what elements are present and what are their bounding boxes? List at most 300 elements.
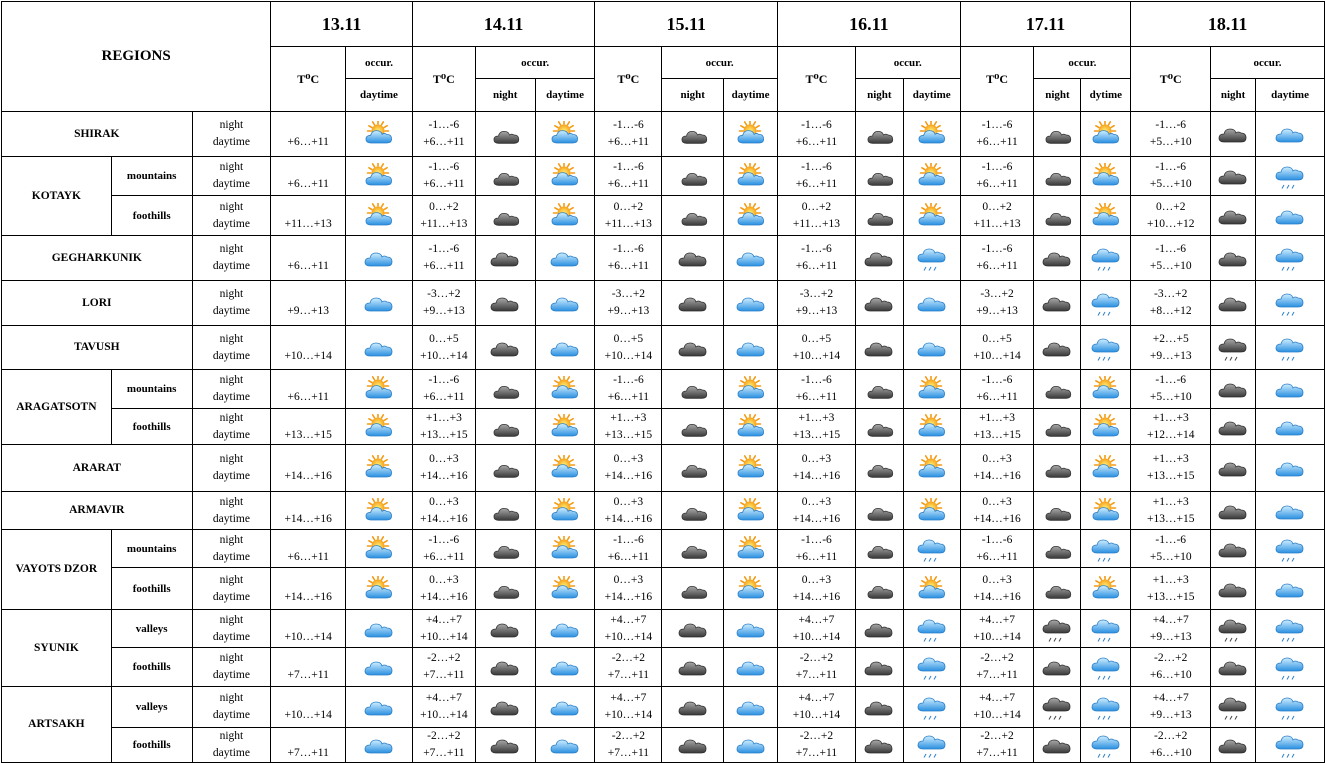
daytime-temp: +9…+13 [795, 305, 838, 317]
dark-cloud-icon [864, 694, 894, 720]
dark-rain-cloud-icon [1218, 616, 1248, 642]
daytime-temp: +6…+11 [795, 136, 838, 148]
date-header-13: 13.11 [271, 2, 413, 47]
icon-cell [662, 530, 724, 568]
subregion-name: foothills [111, 568, 192, 610]
icon-cell [724, 687, 778, 728]
daytime-header: daytime [346, 79, 413, 112]
night-label: night [219, 119, 244, 131]
temp-range [778, 445, 856, 492]
night-temp: -1…-6 [1155, 243, 1187, 255]
temp-range [778, 568, 856, 610]
subregion-name: valleys [111, 610, 192, 648]
rain-cloud-icon [917, 536, 947, 562]
moon-cloud-icon [864, 536, 894, 562]
daytime-temp: +13…+15 [1146, 590, 1195, 603]
daytime-temp: +6…+11 [607, 391, 650, 403]
rain-cloud-icon [1275, 163, 1305, 189]
icon-cell [1081, 157, 1131, 196]
cloud-icon [1275, 576, 1305, 602]
temp-range [778, 610, 856, 648]
temp-range [1131, 196, 1211, 236]
temp-range [960, 370, 1034, 409]
icon-cell [346, 610, 413, 648]
rain-cloud-icon [1275, 732, 1305, 758]
temp-range [271, 648, 346, 687]
icon-cell [1211, 492, 1256, 530]
daytime-label: daytime [212, 305, 250, 317]
moon-cloud-icon [864, 121, 894, 147]
dark-cloud-icon [678, 732, 708, 758]
daytime-temp: +6…+11 [795, 391, 838, 403]
daytime-temp: +10…+12 [1146, 217, 1195, 230]
dark-cloud-icon [490, 654, 520, 680]
icon-cell [535, 409, 595, 445]
daytime-temp: +10…+14 [604, 709, 653, 721]
icon-cell [1256, 326, 1325, 370]
dark-cloud-icon [1042, 245, 1072, 271]
daytime-temp: +11…+13 [973, 217, 1021, 230]
night-temp: -2…+2 [611, 730, 646, 742]
night-temp: 0…+5 [801, 332, 832, 345]
icon-cell [475, 196, 535, 236]
icon-cell [662, 112, 724, 157]
daytime-temp: +14…+16 [604, 512, 653, 525]
daytime-label: daytime [212, 630, 250, 643]
daytime-temp: +14…+16 [792, 590, 841, 603]
icon-cell [855, 648, 903, 687]
night-temp: -1…-6 [1155, 161, 1187, 173]
temp-range [778, 112, 856, 157]
night-temp: +1…+3 [1152, 573, 1189, 586]
daytime-label: daytime [212, 590, 250, 603]
temp-range [960, 196, 1034, 236]
daytime-temp: +12…+14 [1146, 428, 1195, 441]
partly-sunny-icon [550, 163, 580, 189]
icon-cell [1034, 281, 1081, 326]
temp-range [412, 236, 475, 281]
night-temp: -3…+2 [799, 288, 834, 300]
dark-cloud-icon [1042, 290, 1072, 316]
night-temp: -1…-6 [1155, 533, 1187, 546]
partly-sunny-icon [550, 576, 580, 602]
icon-cell [1211, 326, 1256, 370]
icon-cell [475, 492, 535, 530]
icon-cell [855, 445, 903, 492]
dark-cloud-icon [1042, 732, 1072, 758]
cloud-icon [736, 616, 766, 642]
moon-cloud-icon [490, 536, 520, 562]
daytime-temp: +13…+15 [792, 428, 841, 441]
temp-range [595, 530, 662, 568]
icon-cell [1211, 281, 1256, 326]
night-temp: -1…-6 [613, 374, 644, 386]
region-name: VAYOTS DZOR [2, 530, 112, 610]
temp-range [271, 728, 346, 763]
daytime-header: daytime [724, 79, 778, 112]
temp-range [778, 409, 856, 445]
daytime-temp: +10…+14 [420, 709, 468, 721]
dark-cloud-icon [1218, 455, 1248, 481]
moon-cloud-icon [490, 455, 520, 481]
night-temp: 0…+2 [1155, 200, 1186, 213]
temp-range [271, 196, 346, 236]
icon-cell [1034, 610, 1081, 648]
temp-range [595, 610, 662, 648]
partly-sunny-icon [1091, 498, 1121, 524]
moon-cloud-icon [490, 203, 520, 229]
partly-sunny-icon [364, 455, 394, 481]
night-temp: -1…-6 [1155, 374, 1187, 386]
icon-cell [662, 157, 724, 196]
icon-cell [903, 610, 960, 648]
occur-header: occur. [1034, 47, 1131, 79]
night-temp: +4…+7 [979, 613, 1016, 626]
icon-cell [903, 157, 960, 196]
cloud-icon [917, 335, 947, 361]
night-label: night [219, 453, 244, 465]
icon-cell [1256, 236, 1325, 281]
night-temp: -1…-6 [981, 533, 1013, 546]
temp-range [1131, 687, 1211, 728]
table-row [2, 236, 1325, 281]
dark-cloud-icon [1218, 163, 1248, 189]
icon-cell [535, 281, 595, 326]
night-label: night [219, 692, 244, 704]
icon-cell [1211, 728, 1256, 763]
partly-sunny-icon [736, 163, 766, 189]
temp-range [595, 196, 662, 236]
icon-cell [855, 610, 903, 648]
daytime-temp: +6…+11 [287, 178, 329, 190]
partly-sunny-icon [550, 376, 580, 402]
icon-cell [724, 157, 778, 196]
icon-cell [475, 370, 535, 409]
temp-range [412, 281, 475, 326]
icon-cell [346, 568, 413, 610]
icon-cell [903, 728, 960, 763]
rain-cloud-icon [1091, 536, 1121, 562]
icon-cell [1256, 728, 1325, 763]
daytime-label: daytime [212, 709, 250, 721]
night-temp: -1…-6 [613, 533, 644, 546]
temp-range [412, 112, 475, 157]
temp-range [778, 687, 856, 728]
partly-sunny-icon [550, 414, 580, 440]
temp-range [778, 728, 856, 763]
temp-range [412, 568, 475, 610]
daytime-label: daytime [212, 217, 250, 230]
cloud-icon [917, 290, 947, 316]
temp-range [595, 236, 662, 281]
icon-cell [535, 648, 595, 687]
rain-cloud-icon [1275, 536, 1305, 562]
night-temp: 0…+3 [982, 453, 1012, 465]
daytime-temp: +11…+13 [420, 217, 468, 230]
rain-cloud-icon [1275, 654, 1305, 680]
moon-cloud-icon [864, 376, 894, 402]
temp-range [271, 370, 346, 409]
period-labels [192, 409, 271, 445]
date-header-15: 15.11 [595, 2, 778, 47]
night-temp: -1…-6 [801, 161, 832, 173]
icon-cell [903, 648, 960, 687]
night-temp: -1…-6 [801, 533, 832, 546]
temp-range [412, 409, 475, 445]
date-header-18: 18.11 [1131, 2, 1325, 47]
icon-cell [662, 370, 724, 409]
temp-range [1131, 568, 1211, 610]
icon-cell [475, 648, 535, 687]
night-label: night [219, 288, 244, 300]
daytime-temp: +10…+14 [792, 709, 841, 721]
icon-cell [535, 492, 595, 530]
partly-sunny-icon [736, 376, 766, 402]
cloud-icon [1275, 376, 1305, 402]
partly-sunny-icon [736, 576, 766, 602]
daytime-temp: +13…+15 [420, 428, 468, 441]
night-temp: +4…+7 [425, 692, 462, 704]
night-label: night [219, 200, 244, 213]
night-temp: -1…-6 [981, 374, 1013, 386]
dark-cloud-icon [678, 654, 708, 680]
rain-cloud-icon [917, 245, 947, 271]
icon-cell [1081, 530, 1131, 568]
partly-sunny-icon [1091, 121, 1121, 147]
night-temp: 0…+3 [801, 453, 832, 465]
daytime-temp: +10…+14 [284, 709, 332, 721]
temp-range [595, 326, 662, 370]
icon-cell [1081, 687, 1131, 728]
icon-cell [1081, 370, 1131, 409]
daytime-label: daytime [212, 470, 250, 482]
dark-cloud-icon [864, 616, 894, 642]
moon-cloud-icon [490, 414, 520, 440]
temp-range [960, 112, 1034, 157]
icon-cell [903, 236, 960, 281]
daytime-temp: +6…+11 [976, 178, 1018, 190]
temp-range [595, 492, 662, 530]
dark-cloud-icon [864, 245, 894, 271]
night-header: night [1034, 79, 1081, 112]
night-header: night [855, 79, 903, 112]
cloud-icon [736, 290, 766, 316]
rain-cloud-icon [1091, 290, 1121, 316]
partly-sunny-icon [736, 203, 766, 229]
table-row [2, 281, 1325, 326]
daytime-label: daytime [212, 260, 250, 272]
temp-range [960, 409, 1034, 445]
partly-sunny-icon [364, 203, 394, 229]
night-temp: -1…-6 [428, 243, 460, 255]
icon-cell [855, 196, 903, 236]
icon-cell [662, 687, 724, 728]
temp-range [595, 568, 662, 610]
icon-cell [535, 236, 595, 281]
region-name: TAVUSH [2, 326, 193, 370]
icon-cell [855, 409, 903, 445]
moon-cloud-icon [1042, 414, 1072, 440]
temp-range [412, 728, 475, 763]
icon-cell [1081, 728, 1131, 763]
moon-cloud-icon [864, 414, 894, 440]
period-labels [192, 112, 271, 157]
icon-cell [1256, 281, 1325, 326]
night-temp: +4…+7 [798, 692, 835, 704]
temp-range [778, 648, 856, 687]
icon-cell [346, 236, 413, 281]
icon-cell [1211, 648, 1256, 687]
daytime-temp: +6…+11 [607, 136, 650, 148]
daytime-temp: +10…+14 [604, 630, 653, 643]
night-temp: 0…+2 [613, 200, 644, 213]
region-name: KOTAYK [2, 157, 112, 236]
cloud-icon [550, 290, 580, 316]
partly-sunny-icon [736, 121, 766, 147]
partly-sunny-icon [917, 576, 947, 602]
night-temp: 0…+3 [429, 573, 459, 586]
forecast-table [1, 1, 1325, 763]
icon-cell [1034, 370, 1081, 409]
cloud-icon [736, 732, 766, 758]
icon-cell [1256, 196, 1325, 236]
partly-sunny-icon [917, 121, 947, 147]
daytime-temp: +9…+13 [976, 305, 1018, 317]
icon-cell [1256, 568, 1325, 610]
partly-sunny-icon [917, 203, 947, 229]
dark-cloud-icon [1218, 376, 1248, 402]
icon-cell [724, 326, 778, 370]
moon-cloud-icon [678, 121, 708, 147]
moon-cloud-icon [678, 376, 708, 402]
icon-cell [346, 281, 413, 326]
icon-cell [1034, 568, 1081, 610]
moon-cloud-icon [864, 455, 894, 481]
daytime-label: daytime [212, 136, 250, 148]
moon-cloud-icon [1042, 498, 1072, 524]
icon-cell [1034, 326, 1081, 370]
region-name: ARAGATSOTN [2, 370, 112, 445]
rain-cloud-icon [1091, 616, 1121, 642]
icon-cell [535, 326, 595, 370]
icon-cell [724, 492, 778, 530]
cloud-icon [364, 732, 394, 758]
night-temp: -1…-6 [801, 119, 832, 131]
temp-range [412, 648, 475, 687]
cloud-icon [736, 694, 766, 720]
daytime-temp: +9…+13 [287, 305, 330, 317]
icon-cell [1081, 409, 1131, 445]
moon-cloud-icon [490, 498, 520, 524]
temp-range [412, 370, 475, 409]
icon-cell [475, 157, 535, 196]
dark-cloud-icon [864, 732, 894, 758]
daytime-temp: +5…+10 [1149, 550, 1192, 563]
icon-cell [346, 370, 413, 409]
dark-cloud-icon [1218, 414, 1248, 440]
region-name: LORI [2, 281, 193, 326]
daytime-temp: +9…+13 [607, 305, 650, 317]
icon-cell [475, 112, 535, 157]
icon-cell [346, 648, 413, 687]
dark-cloud-icon [1218, 121, 1248, 147]
dark-cloud-icon [864, 654, 894, 680]
partly-sunny-icon [1091, 203, 1121, 229]
cloud-icon [736, 335, 766, 361]
icon-cell [855, 281, 903, 326]
period-labels [192, 687, 271, 728]
daytime-temp: +14…+16 [284, 590, 332, 603]
daytime-temp: +5…+10 [1149, 178, 1192, 190]
night-temp: -1…-6 [428, 161, 460, 173]
night-temp: +1…+3 [979, 411, 1016, 424]
dark-cloud-icon [1218, 654, 1248, 680]
cloud-icon [1275, 121, 1305, 147]
cloud-icon [550, 732, 580, 758]
dark-cloud-icon [1218, 245, 1248, 271]
night-temp: -2…+2 [799, 730, 834, 742]
icon-cell [662, 281, 724, 326]
daytime-temp: +14…+16 [973, 512, 1021, 525]
temp-range [960, 281, 1034, 326]
table-row [2, 492, 1325, 530]
daytime-temp: +14…+16 [792, 512, 841, 525]
region-name: GEGHARKUNIK [2, 236, 193, 281]
night-label: night [219, 730, 244, 742]
table-row [2, 196, 1325, 236]
icon-cell [662, 409, 724, 445]
period-labels [192, 492, 271, 530]
icon-cell [1081, 610, 1131, 648]
header-row-dates [2, 2, 1325, 47]
partly-sunny-icon [550, 536, 580, 562]
daytime-temp: +14…+16 [604, 470, 653, 482]
partly-sunny-icon [364, 576, 394, 602]
icon-cell [724, 409, 778, 445]
icon-cell [724, 370, 778, 409]
dark-rain-cloud-icon [1218, 694, 1248, 720]
icon-cell [724, 568, 778, 610]
daytime-temp: +9…+13 [1149, 709, 1192, 721]
night-temp: +4…+7 [610, 692, 647, 704]
occur-header: occur. [346, 47, 413, 79]
period-labels [192, 648, 271, 687]
partly-sunny-icon [364, 376, 394, 402]
temp-range [1131, 157, 1211, 196]
partly-sunny-icon [736, 536, 766, 562]
icon-cell [475, 409, 535, 445]
icon-cell [1081, 568, 1131, 610]
night-header: night [475, 79, 535, 112]
icon-cell [535, 728, 595, 763]
rain-cloud-icon [917, 616, 947, 642]
daytime-temp: +9…+13 [1149, 349, 1192, 362]
icon-cell [724, 445, 778, 492]
moon-cloud-icon [864, 498, 894, 524]
icon-cell [903, 112, 960, 157]
daytime-temp: +5…+10 [1149, 136, 1192, 148]
icon-cell [662, 610, 724, 648]
icon-cell [724, 610, 778, 648]
temp-range [412, 445, 475, 492]
rain-cloud-icon [917, 732, 947, 758]
night-temp: -1…-6 [981, 161, 1013, 173]
icon-cell [1211, 196, 1256, 236]
icon-cell [662, 492, 724, 530]
period-labels [192, 281, 271, 326]
icon-cell [1211, 236, 1256, 281]
occur-header: occur. [662, 47, 778, 79]
